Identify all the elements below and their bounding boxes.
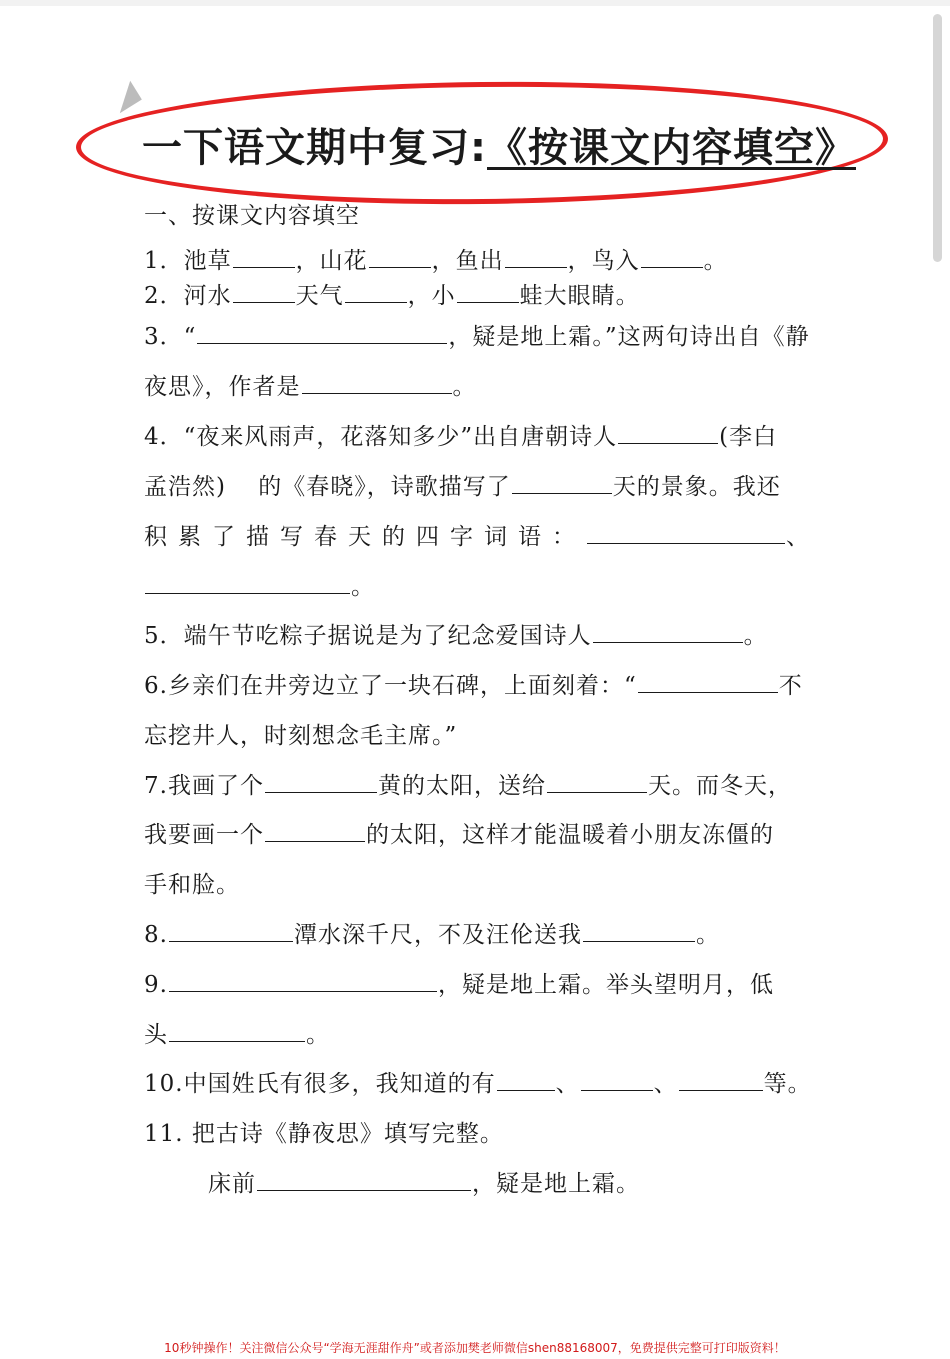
answer-blank[interactable] bbox=[583, 919, 695, 942]
answer-blank[interactable] bbox=[641, 245, 703, 268]
question-6-line-2: 忘挖井人，时刻想念毛主席。” bbox=[144, 723, 458, 749]
promo-footer: 10秒钟操作！关注微信公众号“学海无涯甜作舟”或者添加樊老师微信shen88168007，免费提供完整可打印版资料！ bbox=[164, 1341, 786, 1355]
answer-blank[interactable] bbox=[265, 770, 377, 793]
title-main: 一下语文期中复习: bbox=[142, 125, 487, 171]
question-4-line-1: 4．“夜来风雨声，花落知多少”出自唐朝诗人 (李白 bbox=[144, 420, 777, 454]
answer-blank[interactable] bbox=[638, 670, 778, 693]
answer-blank[interactable] bbox=[345, 280, 407, 303]
answer-blank[interactable] bbox=[145, 571, 350, 594]
question-7-line-2: 我要画一个 的太阳，这样才能温暖着小朋友冻僵的 bbox=[144, 818, 774, 852]
answer-blank[interactable] bbox=[369, 245, 431, 268]
answer-blank[interactable] bbox=[257, 1168, 471, 1191]
answer-blank[interactable] bbox=[618, 421, 718, 444]
question-11-poem-line: 床前 ，疑是地上霜。 bbox=[208, 1167, 640, 1201]
answer-blank[interactable] bbox=[302, 371, 452, 394]
question-9-line-2: 头 。 bbox=[144, 1018, 330, 1052]
question-6-line-1: 6.乡亲们在井旁边立了一块石碑，上面刻着：“ 不 bbox=[144, 669, 803, 703]
answer-blank[interactable] bbox=[581, 1068, 653, 1091]
answer-blank[interactable] bbox=[197, 321, 447, 344]
scrollbar-thumb[interactable] bbox=[933, 14, 942, 262]
answer-blank[interactable] bbox=[512, 471, 612, 494]
answer-blank[interactable] bbox=[265, 819, 365, 842]
answer-blank[interactable] bbox=[593, 620, 743, 643]
scrollbar[interactable] bbox=[928, 0, 950, 1359]
question-4-line-4: 。 bbox=[144, 570, 375, 604]
top-edge bbox=[0, 0, 950, 6]
answer-blank[interactable] bbox=[547, 770, 647, 793]
question-2: 2．河水 天气 ，小 蛙大眼睛。 bbox=[144, 279, 640, 313]
answer-blank[interactable] bbox=[505, 245, 567, 268]
question-1: 1．池草 ，山花 ，鱼出 ，鸟入 。 bbox=[144, 244, 728, 278]
answer-blank[interactable] bbox=[169, 919, 293, 942]
question-7-line-3: 手和脸。 bbox=[144, 872, 240, 898]
answer-blank[interactable] bbox=[169, 1019, 305, 1042]
question-8: 8. 潭水深千尺，不及汪伦送我 。 bbox=[144, 918, 720, 952]
answer-blank[interactable] bbox=[233, 280, 295, 303]
question-10: 10.中国姓氏有很多，我知道的有 、 、 等。 bbox=[144, 1067, 812, 1101]
question-9-line-1: 9. ，疑是地上霜。举头望明月，低 bbox=[144, 968, 774, 1002]
question-7-line-1: 7.我画了个 黄的太阳，送给 天。而冬天， bbox=[144, 769, 792, 803]
page-corner-fold bbox=[108, 81, 142, 113]
question-4-line-3: 积累了描写春天的四字词语： 、 bbox=[144, 520, 810, 554]
title-subtitle: 《按课文内容填空》 bbox=[487, 125, 856, 171]
question-4-line-2: 孟浩然) 的《春晓》，诗歌描写了 天的景象。我还 bbox=[144, 470, 781, 504]
question-11: 11. 把古诗《静夜思》填写完整。 bbox=[144, 1121, 504, 1147]
answer-blank[interactable] bbox=[679, 1068, 763, 1091]
answer-blank[interactable] bbox=[587, 521, 785, 544]
answer-blank[interactable] bbox=[457, 280, 519, 303]
answer-blank[interactable] bbox=[497, 1068, 555, 1091]
question-5: 5．端午节吃粽子据说是为了纪念爱国诗人 。 bbox=[144, 619, 768, 653]
answer-blank[interactable] bbox=[169, 969, 437, 992]
answer-blank[interactable] bbox=[233, 245, 295, 268]
page-title bbox=[142, 120, 856, 176]
question-3-line-1: 3．“ ，疑是地上霜。”这两句诗出自《静 bbox=[144, 320, 810, 354]
section-heading: 一、按课文内容填空 bbox=[144, 203, 360, 229]
question-3-line-2: 夜思》，作者是 。 bbox=[144, 370, 477, 404]
